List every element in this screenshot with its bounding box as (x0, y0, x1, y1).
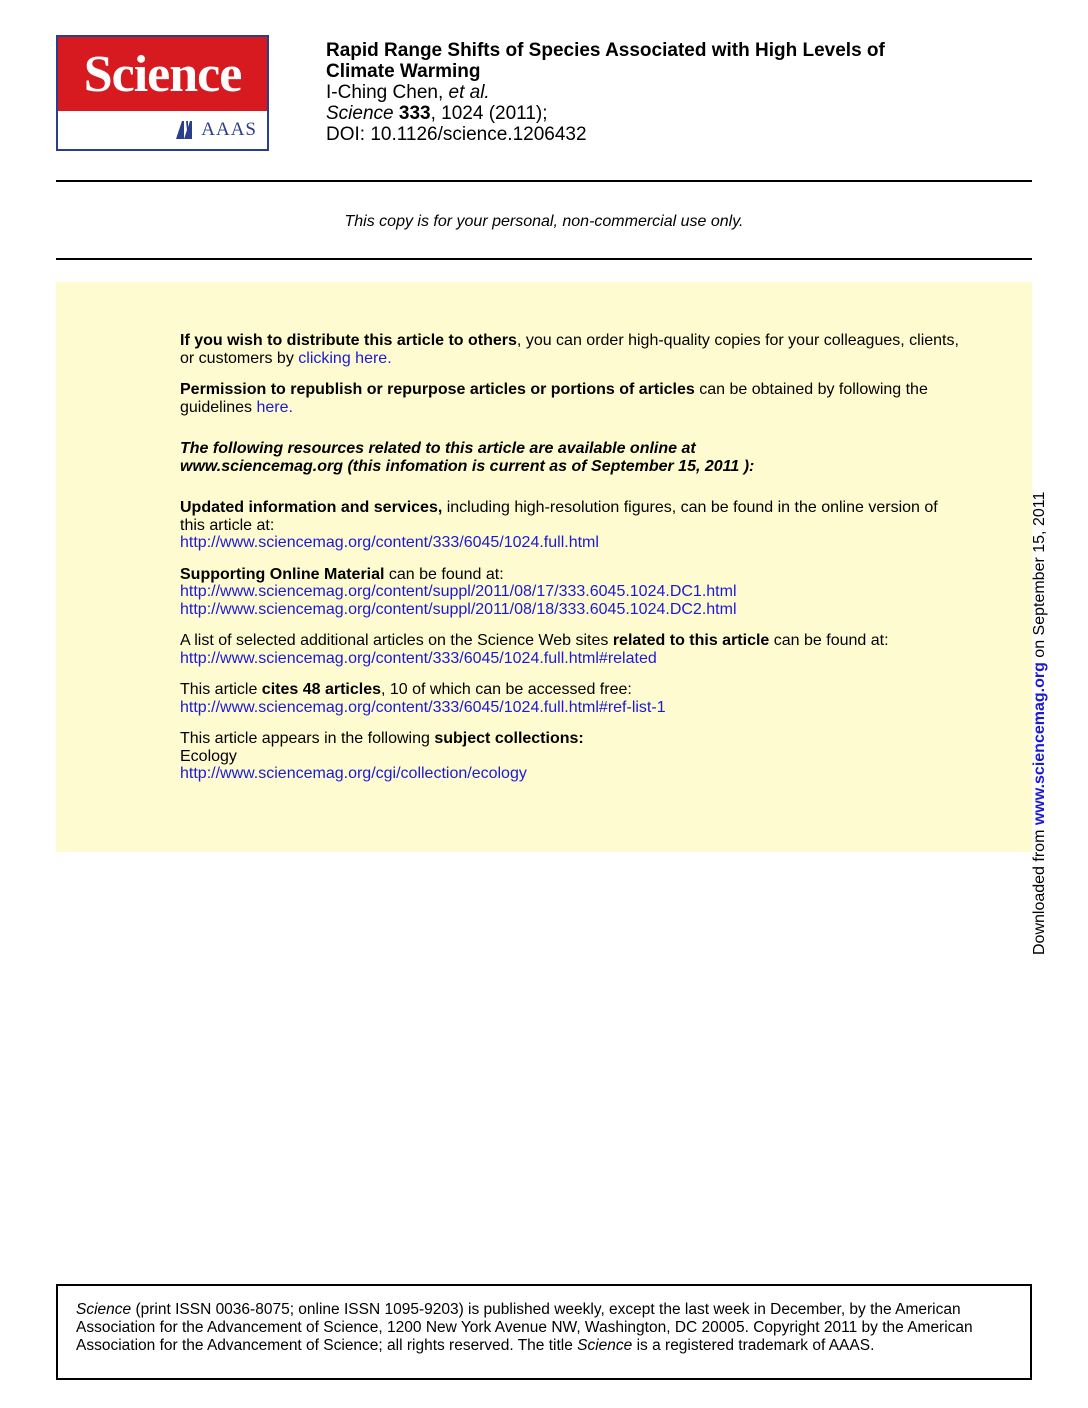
top-rule (56, 180, 1032, 182)
som-dc2-link[interactable]: http://www.sciencemag.org/content/suppl/2011/08/18/333.6045.1024.DC2.html (180, 600, 737, 618)
science-logo (56, 35, 269, 151)
aaas-brand (58, 111, 267, 149)
ecology-collection-link[interactable]: http://www.sciencemag.org/cgi/collection/ecology (180, 765, 527, 782)
resources-heading: The following resources related to this article are available online at www.sciencemag.org (this infomation is current as of September 15, 2011 ): (180, 440, 755, 475)
science-wordmark: Science (58, 37, 267, 111)
aaas-logo-icon (175, 120, 197, 140)
article-title-line1: Rapid Range Shifts of Species Associated with High Levels of (326, 40, 885, 61)
cites-paragraph: This article cites 48 articles, 10 of which can be accessed free: http://www.sciencemag.org/content/333/6045/1024.full.html#ref-list-1 (180, 681, 666, 716)
related-link[interactable]: http://www.sciencemag.org/content/333/6045/1024.full.html#related (180, 649, 657, 667)
related-paragraph: A list of selected additional articles on the Science Web sites related to this article can be found at: http://www.sciencemag.org/content/333/6045/1024.full.html#related (180, 632, 889, 667)
aaas-wordmark: AAAS (201, 119, 257, 140)
download-stamp: Downloaded from www.sciencemag.org on September 15, 2011 (1031, 491, 1048, 955)
personal-use-notice: This copy is for your personal, non-commercial use only. (344, 213, 744, 230)
full-html-link[interactable]: http://www.sciencemag.org/content/333/6045/1024.full.html (180, 534, 599, 551)
second-rule (56, 258, 1032, 260)
resources-panel (56, 282, 1032, 852)
copyright-footer: Science (print ISSN 0036-8075; online ISSN 1095-9203) is published weekly, except the last week in December, by the American Association for the Advancement of Science, 1200 New York Avenue NW, Washington, DC 20005. Copyright 2011 by the American Association for the Advancement of Science; all rights reserved. The title Science is a registered trademark of AAAS. (56, 1284, 1032, 1380)
collections-paragraph: This article appears in the following subject collections: Ecology http://www.sciencemag.org/cgi/collection/ecology (180, 730, 584, 782)
clicking-here-link[interactable]: clicking here. (298, 349, 392, 367)
distribute-paragraph: If you wish to distribute this article to others, you can order high-quality copies for your colleagues, clients, or customers by clicking here. (180, 332, 959, 367)
sciencemag-link[interactable]: www.sciencemag.org (1031, 662, 1048, 826)
som-dc1-link[interactable]: http://www.sciencemag.org/content/suppl/2011/08/17/333.6045.1024.DC1.html (180, 583, 737, 600)
article-title-line2: Climate Warming (326, 61, 481, 82)
permission-paragraph: Permission to republish or repurpose articles or portions of articles can be obtained by following the guidelines here. (180, 381, 928, 416)
collection-name: Ecology (180, 747, 237, 765)
guidelines-link[interactable]: here. (256, 398, 293, 416)
updated-info-paragraph: Updated information and services, including high-resolution figures, can be found in the online version of this article at: http://www.sciencemag.org/content/333/6045/1024.full.html (180, 499, 938, 551)
article-citation (326, 40, 885, 145)
article-reference: Science 333, 1024 (2011); (326, 103, 548, 124)
ref-list-link[interactable]: http://www.sciencemag.org/content/333/6045/1024.full.html#ref-list-1 (180, 698, 666, 716)
article-authors: I-Ching Chen, et al. (326, 82, 490, 103)
som-paragraph: Supporting Online Material can be found at: http://www.sciencemag.org/content/suppl/2011/08/17/333.6045.1024.DC1.html http://www.sciencemag.org/content/suppl/2011/08/18/333.6045.1024.DC2.html (180, 565, 737, 618)
article-doi: DOI: 10.1126/science.1206432 (326, 124, 587, 145)
